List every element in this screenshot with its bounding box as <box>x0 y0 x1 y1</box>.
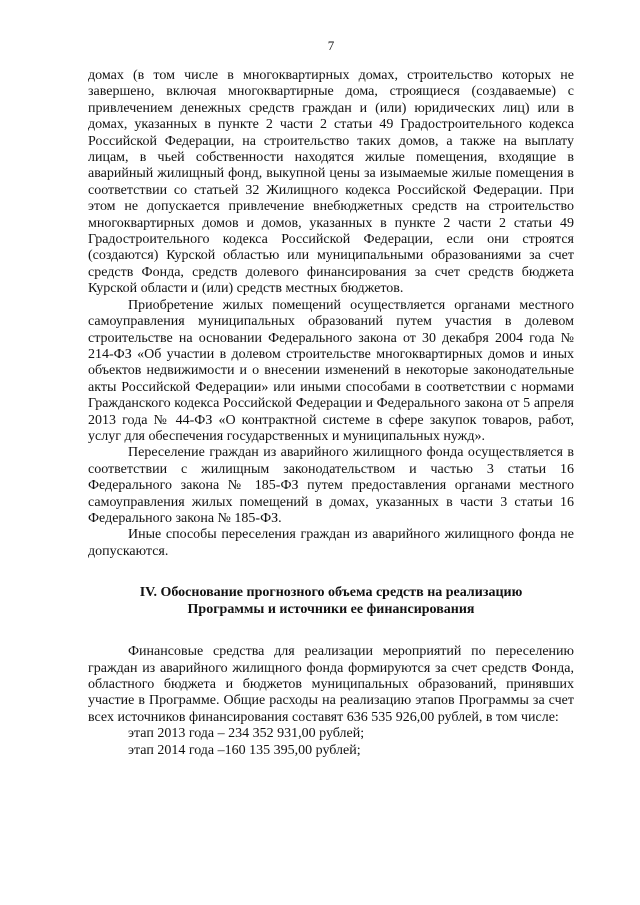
paragraph-other-methods: Иные способы переселения граждан из аварийного жилищного фонда не допускаются. <box>88 527 574 559</box>
section-heading <box>88 584 574 618</box>
section-heading-line-1: IV. Обоснование прогнозного объема средств на реализацию <box>139 585 523 601</box>
paragraph-financing: Финансовые средства для реализации мероприятий по переселению граждан из аварийного жилищного фонда формируются за счет средств Фонда, областного бюджета и бюджетов муниципальных образований, принявших участие в Программе. Общие расходы на реализацию этапов Программы за счет всех источников финансирования составят 636 535 926,00 рублей, в том числе: <box>88 644 574 725</box>
paragraph-continuation: домах (в том числе в многоквартирных домах, строительство которых не завершено, включая многоквартирные дома, строящиеся (создаваемые) с привлечением денежных средств граждан и (или) юридических лиц) или в домах, указанных в пункте 2 части 2 статьи 49 Градостроительного кодекса Российской Федерации, на строительство таких домов, а также на выплату лицам, в чьей собственности находятся жилые помещения, входящие в аварийный жилищный фонд, выкупной цены за изымаемые жилые помещения в соответствии со статьей 32 Жилищного кодекса Российской Федерации. При этом не допускается привлечение внебюджетных средств на строительство многоквартирных домов и домов, указанных в пункте 2 части 2 статьи 49 Градостроительного кодекса Российской Федерации, если они строятся (создаются) Курской областью или муниципальными образованиями за счет средств Фонда, средств долевого финансирования за счет средств бюджета Курской области и (или) средств местных бюджетов. <box>88 68 574 297</box>
stage-2013: этап 2013 года – 234 352 931,00 рублей; <box>128 726 365 742</box>
section-heading-line-2: Программы и источники ее финансирования <box>187 602 475 618</box>
paragraph-resettlement: Переселение граждан из аварийного жилищного фонда осуществляется в соответствии с жилищным законодательством и частью 3 статьи 16 Федерального закона № 185-ФЗ путем предоставления органами местного самоуправления жилых помещений в домах, указанных в части 3 статьи 16 Федерального закона № 185-ФЗ. <box>88 445 574 526</box>
document-page <box>88 0 574 905</box>
document-body <box>88 68 574 759</box>
page-number: 7 <box>327 38 335 53</box>
stage-2014: этап 2014 года –160 135 395,00 рублей; <box>128 742 361 758</box>
paragraph-acquisition: Приобретение жилых помещений осуществляется органами местного самоуправления муниципальных образований путем участия в долевом строительстве на основании Федерального закона от 30 декабря 2004 года № 214-ФЗ «Об участии в долевом строительстве многоквартирных домов и иных объектов недвижимости и о внесении изменений в некоторые законодательные акты Российской Федерации» или иными способами в соответствии с нормами Гражданского кодекса Российской Федерации и Федерального закона от 5 апреля 2013 года № 44-ФЗ «О контрактной системе в сфере закупок товаров, работ, услуг для обеспечения государственных и муниципальных нужд». <box>88 297 574 444</box>
